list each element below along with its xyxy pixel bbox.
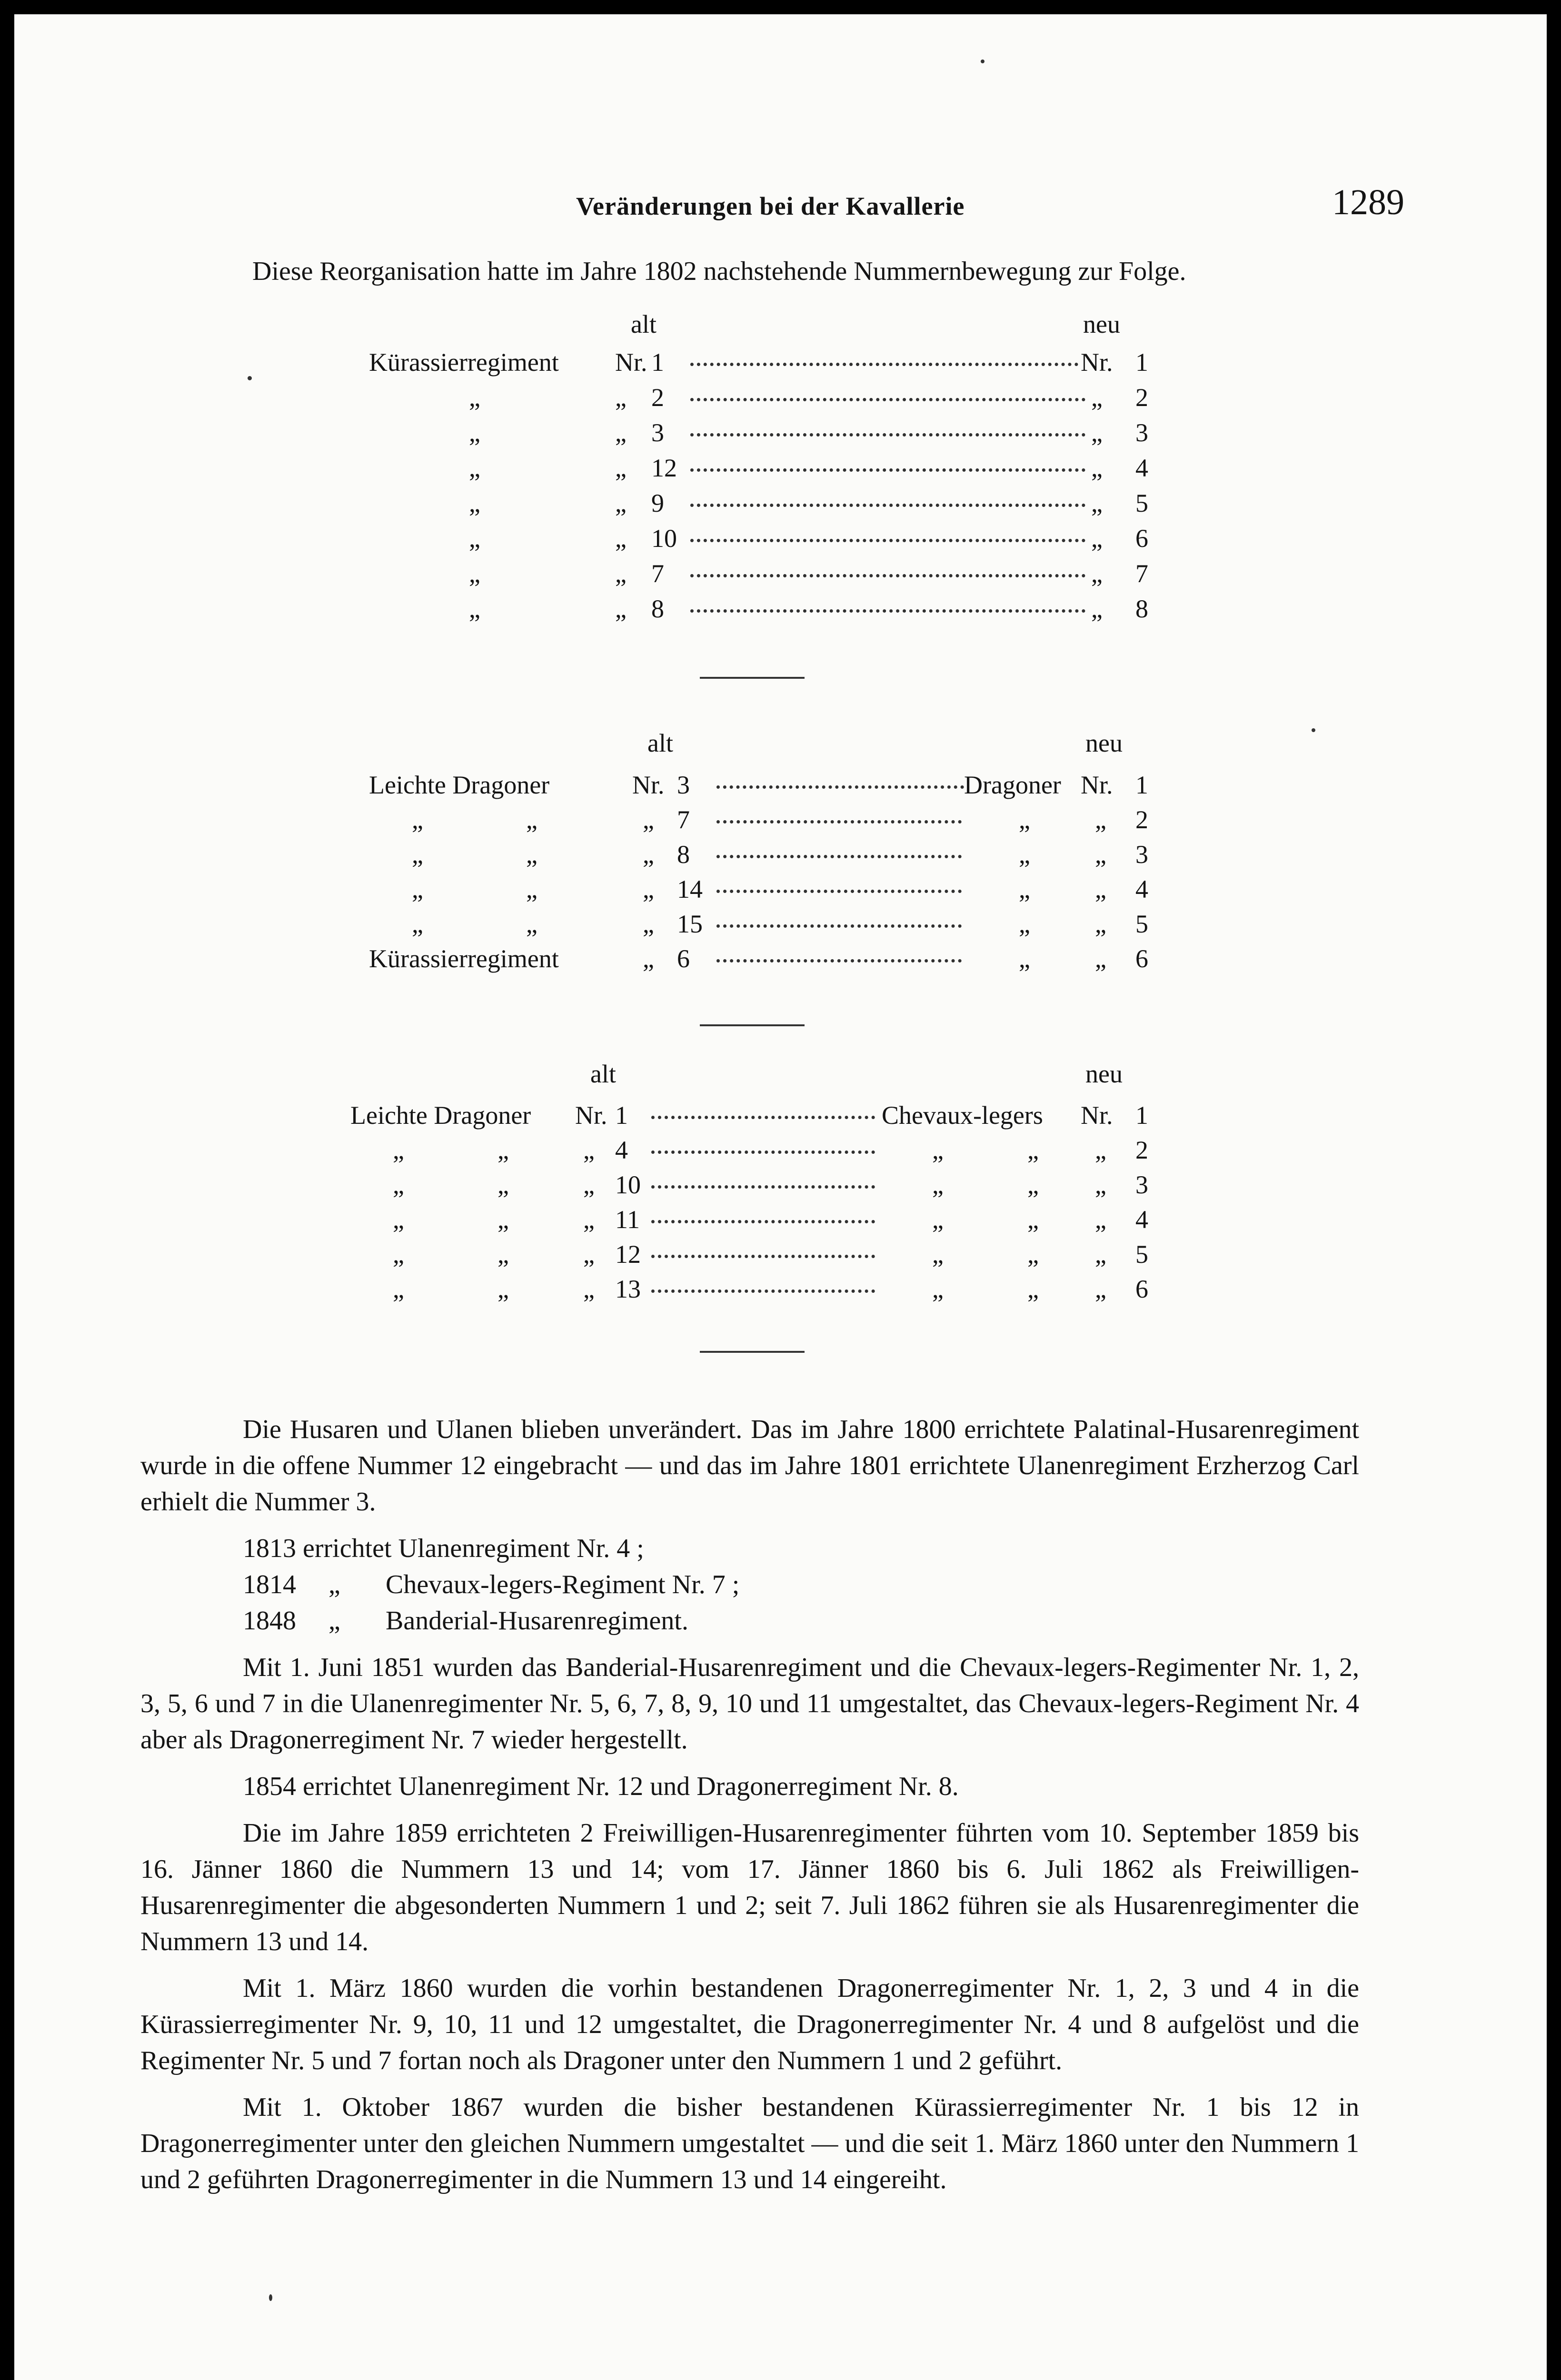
nr-label: „ (615, 524, 626, 553)
ditto-mark: „ (1095, 944, 1106, 973)
ditto-mark: „ (1027, 1170, 1039, 1199)
table-row (14, 418, 1157, 453)
ditto-mark: „ (412, 840, 423, 869)
new-nr-label: Nr. (1081, 771, 1113, 799)
ditto-mark: „ (412, 910, 423, 938)
ditto-mark: „ (1091, 383, 1103, 412)
ditto-mark: „ (469, 559, 480, 588)
new-number: 4 (1135, 454, 1148, 482)
scan-speck (1312, 728, 1315, 732)
ditto-mark: „ (932, 1170, 944, 1199)
nr-label: „ (615, 489, 626, 517)
ditto-mark: „ (1091, 524, 1103, 553)
nr-label: „ (615, 454, 626, 482)
established-text: 1813 errichtet Ulanenregiment Nr. 4 ; (243, 1534, 644, 1563)
new-nr-label: Nr. (1081, 1101, 1113, 1130)
ditto-mark: „ (469, 524, 480, 553)
nr-label: Nr. (615, 348, 647, 377)
table-row (14, 488, 1157, 524)
established-item (243, 1567, 1359, 1603)
new-number: 6 (1135, 944, 1148, 973)
ditto-mark: „ (583, 1275, 595, 1303)
new-number: 6 (1135, 1275, 1148, 1303)
column-header-neu: neu (1083, 310, 1120, 338)
table-row (14, 944, 1157, 979)
ditto-mark: „ (1027, 1136, 1039, 1164)
ditto-mark: „ (393, 1136, 404, 1164)
body-text (140, 1411, 1359, 2208)
nr-label: „ (615, 418, 626, 447)
ditto-mark: „ (412, 805, 423, 834)
new-number: 2 (1135, 383, 1148, 412)
ditto-mark: „ (1019, 840, 1030, 869)
established-list (140, 1530, 1359, 1639)
established-year: 1814 (243, 1570, 296, 1599)
unit-name: Kürassierregiment (369, 944, 559, 973)
ditto-mark: „ (1019, 910, 1030, 938)
ditto-mark: „ (932, 1240, 944, 1269)
ditto-mark: „ (1095, 910, 1106, 938)
ditto-mark: „ (583, 1205, 595, 1234)
leader-dots (651, 1185, 875, 1189)
ditto-mark: „ (1095, 1136, 1106, 1164)
ditto-mark: „ (497, 1205, 509, 1234)
ditto-mark: „ (526, 875, 537, 903)
new-number: 3 (1135, 418, 1148, 447)
leader-dots (690, 504, 1085, 507)
ditto-mark: „ (1095, 875, 1106, 903)
table-row (14, 840, 1157, 875)
column-header-alt: alt (631, 310, 656, 338)
table-row (14, 1205, 1157, 1240)
ditto-mark: „ (643, 875, 654, 903)
old-number: 3 (651, 418, 664, 447)
table-row (14, 1101, 1157, 1136)
old-number: 3 (677, 771, 690, 799)
new-number: 5 (1135, 489, 1148, 517)
new-number: 1 (1135, 771, 1148, 799)
table-row (14, 594, 1157, 629)
ditto-mark: „ (497, 1240, 509, 1269)
old-number: 12 (615, 1240, 641, 1269)
old-number: 6 (677, 944, 690, 973)
ditto-mark: „ (328, 1606, 340, 1636)
table-row (14, 453, 1157, 488)
ditto-mark: „ (393, 1275, 404, 1303)
leader-dots (651, 1150, 875, 1154)
unit-name: Kürassierregiment (369, 348, 559, 377)
ditto-mark: „ (1091, 454, 1103, 482)
column-header-alt: alt (647, 729, 673, 757)
ditto-mark: „ (526, 840, 537, 869)
nr-label: Nr. (575, 1101, 607, 1130)
new-number: 5 (1135, 910, 1148, 938)
new-nr-label: Nr. (1081, 348, 1113, 377)
page-number: 1289 (1332, 182, 1404, 222)
old-number: 2 (651, 383, 664, 412)
ditto-mark: „ (469, 454, 480, 482)
section-divider (700, 1024, 805, 1026)
leader-dots (716, 924, 962, 928)
new-number: 4 (1135, 875, 1148, 903)
old-number: 10 (615, 1170, 641, 1199)
leader-dots (651, 1116, 875, 1119)
nr-label: Nr. (632, 771, 665, 799)
ditto-mark: „ (1019, 805, 1030, 834)
new-unit: Chevaux-legers (882, 1101, 1043, 1130)
ditto-mark: „ (583, 1170, 595, 1199)
leader-dots (690, 539, 1085, 542)
paragraph-1851: Mit 1. Juni 1851 wurden das Banderial-Husarenregiment und die Chevaux-legers-Regimenter Nr. 1, 2, 3, 5, 6 und 7 in die Ulanenregimenter Nr. 5, 6, 7, 8, 9, 10 und 11 umgestaltet, das Chevaux-legers-Regiment Nr. 4 aber als Dragonerregiment Nr. 7 wieder hergestellt. (140, 1653, 1359, 1755)
nr-label: „ (615, 383, 626, 412)
ditto-mark: „ (469, 383, 480, 412)
leader-dots (716, 785, 964, 789)
ditto-mark: „ (1095, 1275, 1106, 1303)
new-number: 5 (1135, 1240, 1148, 1269)
ditto-mark: „ (497, 1170, 509, 1199)
ditto-mark: „ (1091, 559, 1103, 588)
paragraph-1867: Mit 1. Oktober 1867 wurden die bisher bestandenen Kürassierregimenter Nr. 1 bis 12 in Dragonerregimenter unter den gleichen Nummern umgestaltet — und die seit 1. März 1860 unter den Nummern 1 und 2 geführten Dragonerregimenter in die Nummern 13 und 14 eingereiht. (140, 2092, 1359, 2194)
old-number: 13 (615, 1275, 641, 1303)
old-number: 8 (651, 595, 664, 623)
new-number: 2 (1135, 805, 1148, 834)
new-number: 6 (1135, 524, 1148, 553)
table-row (14, 770, 1157, 805)
leader-dots (690, 398, 1085, 401)
established-text: Banderial-Husarenregiment. (386, 1606, 688, 1636)
old-number: 11 (615, 1205, 640, 1234)
table-row (14, 805, 1157, 840)
leader-dots (716, 890, 962, 893)
leader-dots (716, 959, 962, 962)
old-number: 4 (615, 1136, 628, 1164)
ditto-mark: „ (1095, 1170, 1106, 1199)
ditto-mark: „ (643, 910, 654, 938)
ditto-mark: „ (932, 1205, 944, 1234)
old-number: 15 (677, 910, 703, 938)
ditto-mark: „ (1095, 805, 1106, 834)
leader-dots (690, 433, 1085, 436)
ditto-mark: „ (932, 1275, 944, 1303)
table-row (14, 347, 1157, 383)
table-row (14, 1135, 1157, 1170)
paragraph-1854: 1854 errichtet Ulanenregiment Nr. 12 und Dragonerregiment Nr. 8. (243, 1772, 959, 1801)
nr-label: „ (615, 559, 626, 588)
ditto-mark: „ (469, 418, 480, 447)
established-item (243, 1603, 1359, 1639)
ditto-mark: „ (469, 595, 480, 623)
leader-dots (651, 1220, 875, 1223)
new-number: 3 (1135, 840, 1148, 869)
leader-dots (690, 363, 1078, 366)
running-header-title: Veränderungen bei der Kavallerie (576, 192, 965, 220)
old-number: 8 (677, 840, 690, 869)
ditto-mark: „ (1019, 944, 1030, 973)
ditto-mark: „ (393, 1170, 404, 1199)
ditto-mark: „ (497, 1136, 509, 1164)
ditto-mark: „ (1027, 1275, 1039, 1303)
established-year: 1848 (243, 1606, 296, 1636)
new-number: 1 (1135, 348, 1148, 377)
ditto-mark: „ (932, 1136, 944, 1164)
new-number: 7 (1135, 559, 1148, 588)
ditto-mark: „ (1095, 1240, 1106, 1269)
old-number: 7 (677, 805, 690, 834)
table-row (14, 524, 1157, 559)
scan-speck (248, 376, 252, 380)
ditto-mark: „ (1027, 1240, 1039, 1269)
leader-dots (690, 609, 1085, 613)
leader-dots (716, 855, 962, 858)
ditto-mark: „ (583, 1136, 595, 1164)
established-text: Chevaux-legers-Regiment Nr. 7 ; (386, 1570, 740, 1599)
ditto-mark: „ (1091, 418, 1103, 447)
ditto-mark: „ (393, 1205, 404, 1234)
table-row (14, 1170, 1157, 1205)
column-header-alt: alt (590, 1060, 616, 1088)
ditto-mark: „ (412, 875, 423, 903)
section-divider (700, 677, 805, 679)
scan-speck (269, 2294, 272, 2301)
ditto-mark: „ (1027, 1205, 1039, 1234)
ditto-mark: „ (583, 1240, 595, 1269)
scan-speck (981, 60, 984, 63)
leader-dots (690, 574, 1085, 577)
unit-name: Leichte Dragoner (350, 1101, 531, 1130)
leader-dots (690, 468, 1085, 472)
ditto-mark: „ (393, 1240, 404, 1269)
old-number: 7 (651, 559, 664, 588)
scanned-page (14, 14, 1547, 2380)
old-number: 9 (651, 489, 664, 517)
old-number: 10 (651, 524, 677, 553)
paragraph-1860: Mit 1. März 1860 wurden die vorhin bestandenen Dragonerregimenter Nr. 1, 2, 3 und 4 in die Kürassierregimenter Nr. 9, 10, 11 und 12 umgestaltet, die Dragonerregimenter Nr. 4 und 8 aufgelöst und die Regimenter Nr. 5 und 7 fortan noch als Dragoner unter den Nummern 1 und 2 geführt. (140, 1973, 1359, 2075)
ditto-mark: „ (1019, 875, 1030, 903)
leader-dots (716, 820, 962, 823)
new-unit: Dragoner (964, 771, 1061, 799)
established-item (243, 1530, 1359, 1567)
table-row (14, 909, 1157, 944)
old-number: 1 (615, 1101, 628, 1130)
nr-label: „ (615, 595, 626, 623)
ditto-mark: „ (1091, 489, 1103, 517)
ditto-mark: „ (526, 910, 537, 938)
old-number: 1 (651, 348, 664, 377)
new-number: 2 (1135, 1136, 1148, 1164)
section-divider (700, 1351, 805, 1353)
ditto-mark: „ (469, 489, 480, 517)
new-number: 8 (1135, 595, 1148, 623)
ditto-mark: „ (643, 944, 654, 973)
ditto-mark: „ (497, 1275, 509, 1303)
old-number: 14 (677, 875, 703, 903)
ditto-mark: „ (526, 805, 537, 834)
paragraph-husars-ulans: Die Husaren und Ulanen blieben unverändert. Das im Jahre 1800 errichtete Palatinal-Husarenregiment wurde in die offene Nummer 12 eingebracht — und das im Jahre 1801 errichtete Ulanenregiment Erzherzog Carl erhielt die Nummer 3. (140, 1415, 1359, 1517)
table-row (14, 559, 1157, 594)
column-header-neu: neu (1085, 1060, 1123, 1088)
new-number: 3 (1135, 1170, 1148, 1199)
new-number: 1 (1135, 1101, 1148, 1130)
intro-sentence: Diese Reorganisation hatte im Jahre 1802 nachstehende Nummernbewegung zur Folge. (252, 257, 1186, 286)
ditto-mark: „ (643, 805, 654, 834)
new-number: 4 (1135, 1205, 1148, 1234)
table-row (14, 383, 1157, 418)
old-number: 12 (651, 454, 677, 482)
leader-dots (651, 1289, 875, 1293)
ditto-mark: „ (328, 1570, 340, 1599)
ditto-mark: „ (1091, 595, 1103, 623)
leader-dots (651, 1255, 875, 1258)
ditto-mark: „ (1095, 1205, 1106, 1234)
unit-name: Leichte Dragoner (369, 771, 550, 799)
ditto-mark: „ (1095, 840, 1106, 869)
table-row (14, 1240, 1157, 1275)
paragraph-1859: Die im Jahre 1859 errichteten 2 Freiwilligen-Husarenregimenter führten vom 10. September 1859 bis 16. Jänner 1860 die Nummern 13 und 14; vom 17. Jänner 1860 bis 6. Juli 1862 als Freiwilligen-Husarenregimenter die abgesonderten Nummern 1 und 2; seit 7. Juli 1862 führen sie als Husarenregimenter die Nummern 13 und 14. (140, 1818, 1359, 1956)
table-row (14, 874, 1157, 910)
column-header-neu: neu (1085, 729, 1123, 757)
table-row (14, 1274, 1157, 1309)
ditto-mark: „ (643, 840, 654, 869)
